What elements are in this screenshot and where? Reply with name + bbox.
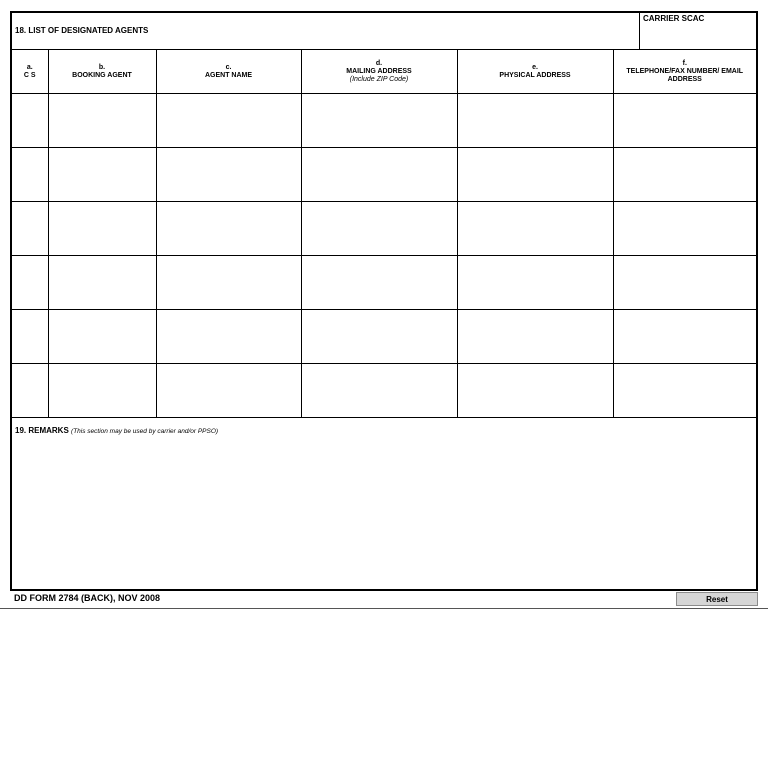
agent-field-e[interactable] [458, 202, 613, 255]
section-18-header [12, 13, 756, 50]
reset-button[interactable]: Reset [676, 592, 758, 606]
column-letter: c. [225, 63, 232, 71]
table-cell [12, 148, 48, 202]
agent-field-e[interactable] [458, 148, 613, 201]
table-cell [48, 364, 156, 418]
table-row [12, 202, 756, 256]
column-letter: a. [26, 63, 33, 71]
table-cell [613, 94, 756, 148]
column-letter: e. [532, 63, 538, 71]
agent-field-f[interactable] [614, 256, 757, 309]
agent-field-a[interactable] [12, 148, 48, 201]
agent-field-c[interactable] [157, 364, 301, 417]
table-cell [156, 202, 301, 256]
column-label: C S [23, 71, 36, 79]
table-cell [48, 202, 156, 256]
table-cell [301, 202, 457, 256]
table-row [12, 364, 756, 418]
column-letter: d. [375, 59, 383, 67]
section-18-title: 18. LIST OF DESIGNATED AGENTS [15, 26, 149, 35]
table-cell [156, 148, 301, 202]
designated-agents-table [12, 50, 756, 418]
column-label: TELEPHONE/FAX NUMBER/ EMAIL ADDRESS [626, 67, 744, 83]
agent-field-e[interactable] [458, 256, 613, 309]
table-cell [48, 94, 156, 148]
table-cell [301, 148, 457, 202]
agent-field-d[interactable] [302, 94, 457, 147]
table-row [12, 310, 756, 364]
table-cell [457, 148, 613, 202]
table-cell [457, 256, 613, 310]
agent-field-d[interactable] [302, 310, 457, 363]
table-cell [457, 94, 613, 148]
agent-field-b[interactable] [49, 202, 156, 255]
agent-field-f[interactable] [614, 202, 757, 255]
bottom-divider [0, 608, 768, 609]
form-page [10, 11, 758, 591]
agent-field-f[interactable] [614, 94, 757, 147]
section-19-remarks [12, 419, 756, 589]
table-cell [156, 94, 301, 148]
table-cell [457, 310, 613, 364]
carrier-scac-input[interactable] [643, 26, 751, 46]
agent-field-d[interactable] [302, 256, 457, 309]
column-header-a [12, 50, 48, 94]
table-row [12, 94, 756, 148]
agent-field-f[interactable] [614, 148, 757, 201]
table-cell [613, 202, 756, 256]
agent-field-a[interactable] [12, 364, 48, 417]
table-cell [301, 364, 457, 418]
agent-field-a[interactable] [12, 310, 48, 363]
agent-field-e[interactable] [458, 310, 613, 363]
carrier-scac-box [639, 13, 756, 49]
table-cell [12, 310, 48, 364]
table-cell [613, 148, 756, 202]
column-header-b [48, 50, 156, 94]
table-header-row [12, 50, 756, 94]
agent-field-f[interactable] [614, 310, 757, 363]
table-cell [301, 94, 457, 148]
table-cell [156, 364, 301, 418]
agent-field-e[interactable] [458, 94, 613, 147]
table-row [12, 256, 756, 310]
agent-field-b[interactable] [49, 310, 156, 363]
table-cell [12, 256, 48, 310]
column-header-f [613, 50, 756, 94]
agent-field-e[interactable] [458, 364, 613, 417]
remarks-title: 19. REMARKS [15, 426, 69, 435]
column-letter: f. [682, 59, 687, 67]
table-cell [48, 148, 156, 202]
table-cell [48, 310, 156, 364]
table-cell [156, 256, 301, 310]
carrier-scac-label: CARRIER SCAC [643, 14, 705, 23]
column-header-e [457, 50, 613, 94]
agent-field-f[interactable] [614, 364, 757, 417]
table-cell [613, 256, 756, 310]
column-letter: b. [98, 63, 106, 71]
agent-field-a[interactable] [12, 256, 48, 309]
agent-field-c[interactable] [157, 256, 301, 309]
agent-field-b[interactable] [49, 148, 156, 201]
table-cell [301, 310, 457, 364]
table-cell [12, 94, 48, 148]
agent-field-b[interactable] [49, 94, 156, 147]
remarks-note: (This section may be used by carrier and/or PPSO) [71, 428, 219, 435]
agent-field-b[interactable] [49, 364, 156, 417]
agent-field-d[interactable] [302, 364, 457, 417]
column-header-d [301, 50, 457, 94]
table-cell [613, 310, 756, 364]
column-label: MAILING ADDRESS [346, 67, 412, 75]
column-header-c [156, 50, 301, 94]
column-label: BOOKING AGENT [72, 71, 132, 79]
table-cell [12, 202, 48, 256]
table-cell [301, 256, 457, 310]
agent-field-c[interactable] [157, 202, 301, 255]
agent-field-c[interactable] [157, 148, 301, 201]
agent-field-a[interactable] [12, 202, 48, 255]
agent-field-c[interactable] [157, 94, 301, 147]
agent-field-c[interactable] [157, 310, 301, 363]
agent-field-a[interactable] [12, 94, 48, 147]
form-identifier: DD FORM 2784 (BACK), NOV 2008 [14, 593, 161, 603]
column-label: AGENT NAME [204, 71, 253, 79]
agent-field-d[interactable] [302, 148, 457, 201]
remarks-label [15, 426, 218, 435]
table-row [12, 148, 756, 202]
table-cell [12, 364, 48, 418]
column-sublabel: (Include ZIP Code) [349, 75, 409, 83]
column-label: PHYSICAL ADDRESS [499, 71, 571, 79]
remarks-textarea[interactable] [15, 439, 751, 585]
table-cell [457, 202, 613, 256]
table-cell [156, 310, 301, 364]
table-cell [48, 256, 156, 310]
agent-field-b[interactable] [49, 256, 156, 309]
table-cell [613, 364, 756, 418]
agent-field-d[interactable] [302, 202, 457, 255]
table-cell [457, 364, 613, 418]
